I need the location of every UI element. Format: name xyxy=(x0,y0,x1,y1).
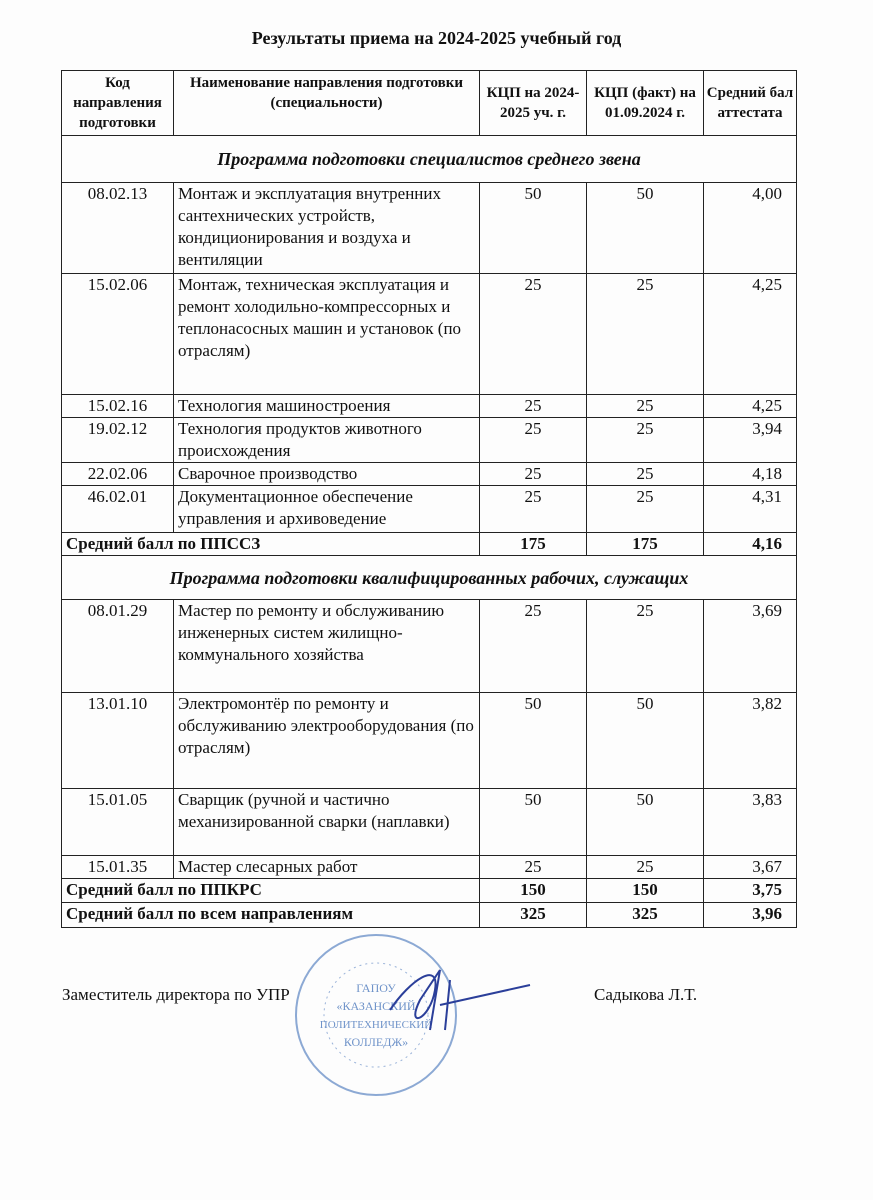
fact-cell: 25 xyxy=(587,463,704,486)
code-cell: 46.02.01 xyxy=(62,486,174,533)
table-row xyxy=(62,418,797,463)
total-row xyxy=(62,879,797,903)
signature-icon xyxy=(380,960,540,1040)
code-cell: 19.02.12 xyxy=(62,418,174,463)
plan-cell: 50 xyxy=(480,693,587,789)
fact-cell: 25 xyxy=(587,600,704,693)
signatory-position: Заместитель директора по УПР xyxy=(62,985,290,1004)
header-row xyxy=(62,71,797,136)
name-cell: Монтаж и эксплуатация внутренних сантехнических устройств, кондиционирования и воздуха и вентиляции xyxy=(174,183,480,274)
header-name: Наименование направления подготовки (специальности) xyxy=(174,71,480,136)
name-cell: Технология продуктов животного происхождения xyxy=(174,418,480,463)
total-fact: 175 xyxy=(587,533,704,556)
plan-cell: 50 xyxy=(480,789,587,856)
table-row xyxy=(62,693,797,789)
header-code: Код направления подготовки xyxy=(62,71,174,136)
plan-cell: 25 xyxy=(480,463,587,486)
avg-cell: 4,25 xyxy=(704,395,797,418)
fact-cell: 25 xyxy=(587,418,704,463)
name-cell: Монтаж, техническая эксплуатация и ремонт холодильно-компрессорных и теплонасосных машин и установок (по отраслям) xyxy=(174,274,480,395)
name-cell: Мастер слесарных работ xyxy=(174,856,480,879)
svg-text:КОЛЛЕДЖ»: КОЛЛЕДЖ» xyxy=(343,1035,409,1049)
table-row xyxy=(62,789,797,856)
code-cell: 08.01.29 xyxy=(62,600,174,693)
code-cell: 08.02.13 xyxy=(62,183,174,274)
table-row xyxy=(62,274,797,395)
table-row xyxy=(62,600,797,693)
name-cell: Электромонтёр по ремонту и обслуживанию электрооборудования (по отраслям) xyxy=(174,693,480,789)
total-label: Средний балл по ППССЗ xyxy=(62,533,480,556)
fact-cell: 50 xyxy=(587,693,704,789)
table-row xyxy=(62,486,797,533)
fact-cell: 25 xyxy=(587,486,704,533)
table-row xyxy=(62,395,797,418)
avg-cell: 3,94 xyxy=(704,418,797,463)
name-cell: Мастер по ремонту и обслуживанию инженерных систем жилищно-коммунального хозяйства xyxy=(174,600,480,693)
table-row xyxy=(62,183,797,274)
plan-cell: 25 xyxy=(480,395,587,418)
name-cell: Технология машиностроения xyxy=(174,395,480,418)
code-cell: 22.02.06 xyxy=(62,463,174,486)
total-label: Средний балл по ППКРС xyxy=(62,879,480,903)
fact-cell: 25 xyxy=(587,395,704,418)
avg-cell: 3,67 xyxy=(704,856,797,879)
avg-cell: 3,69 xyxy=(704,600,797,693)
plan-cell: 25 xyxy=(480,418,587,463)
name-cell: Сварщик (ручной и частично механизированной сварки (наплавки) xyxy=(174,789,480,856)
grand-total-fact: 325 xyxy=(587,903,704,928)
section-row xyxy=(62,136,797,183)
total-fact: 150 xyxy=(587,879,704,903)
signatory-name: Садыкова Л.Т. xyxy=(594,985,698,1004)
avg-cell: 3,83 xyxy=(704,789,797,856)
avg-cell: 4,31 xyxy=(704,486,797,533)
plan-cell: 25 xyxy=(480,486,587,533)
header-plan: КЦП на 2024-2025 уч. г. xyxy=(480,71,587,136)
code-cell: 15.02.06 xyxy=(62,274,174,395)
svg-text:«КАЗАНСКИЙ: «КАЗАНСКИЙ xyxy=(336,999,416,1013)
svg-text:ГАПОУ: ГАПОУ xyxy=(356,981,396,995)
avg-cell: 4,25 xyxy=(704,274,797,395)
plan-cell: 50 xyxy=(480,183,587,274)
avg-cell: 4,18 xyxy=(704,463,797,486)
section-title: Программа подготовки квалифицированных рабочих, служащих xyxy=(62,556,797,600)
name-cell: Документационное обеспечение управления и архивоведение xyxy=(174,486,480,533)
avg-cell: 4,00 xyxy=(704,183,797,274)
svg-text:ПОЛИТЕХНИЧЕСКИЙ: ПОЛИТЕХНИЧЕСКИЙ xyxy=(319,1019,433,1031)
table-row xyxy=(62,463,797,486)
fact-cell: 50 xyxy=(587,789,704,856)
total-plan: 175 xyxy=(480,533,587,556)
header-fact: КЦП (факт) на 01.09.2024 г. xyxy=(587,71,704,136)
grand-total-avg: 3,96 xyxy=(704,903,797,928)
plan-cell: 25 xyxy=(480,274,587,395)
code-cell: 13.01.10 xyxy=(62,693,174,789)
grand-total-row xyxy=(62,903,797,928)
page-title: Результаты приема на 2024-2025 учебный год xyxy=(251,28,622,48)
name-cell: Сварочное производство xyxy=(174,463,480,486)
total-avg: 4,16 xyxy=(704,533,797,556)
grand-total-plan: 325 xyxy=(480,903,587,928)
code-cell: 15.01.05 xyxy=(62,789,174,856)
section-row xyxy=(62,556,797,600)
fact-cell: 25 xyxy=(587,856,704,879)
grand-total-label: Средний балл по всем направлениям xyxy=(62,903,480,928)
fact-cell: 25 xyxy=(587,274,704,395)
total-plan: 150 xyxy=(480,879,587,903)
plan-cell: 25 xyxy=(480,856,587,879)
table-row xyxy=(62,856,797,879)
admission-results-table xyxy=(61,70,797,928)
code-cell: 15.02.16 xyxy=(62,395,174,418)
header-avg: Средний бал аттестата xyxy=(704,71,797,136)
avg-cell: 3,82 xyxy=(704,693,797,789)
plan-cell: 25 xyxy=(480,600,587,693)
fact-cell: 50 xyxy=(587,183,704,274)
total-avg: 3,75 xyxy=(704,879,797,903)
section-title: Программа подготовки специалистов среднего звена xyxy=(62,136,797,183)
code-cell: 15.01.35 xyxy=(62,856,174,879)
total-row xyxy=(62,533,797,556)
